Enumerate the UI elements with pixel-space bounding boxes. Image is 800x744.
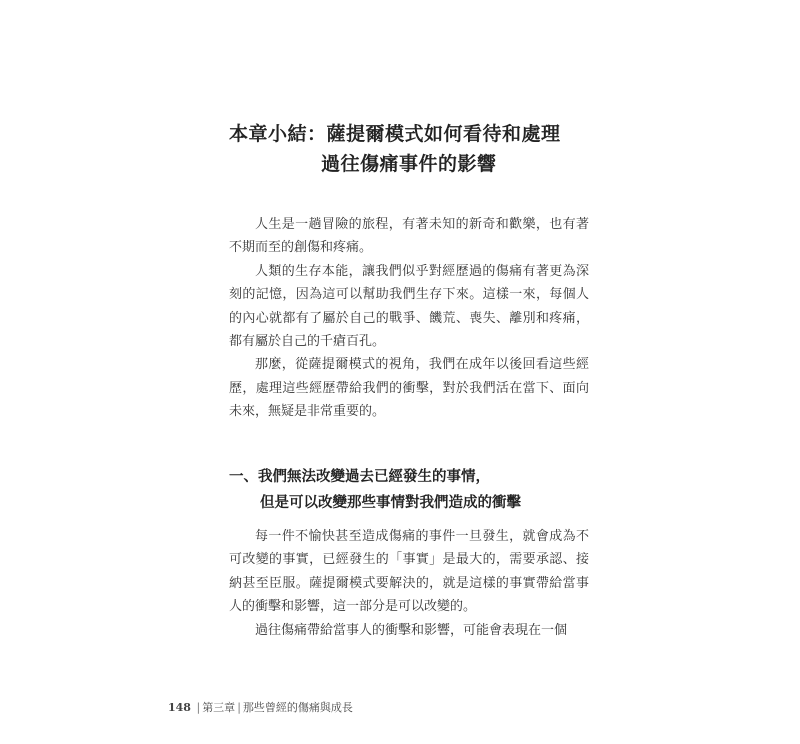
section-text-block: [229, 525, 589, 642]
section-heading-line2: 但是可以改變那些事情對我們造成的衝擊: [260, 494, 521, 511]
footer-chapter-title: 那些曾經的傷痛與成長: [242, 701, 353, 714]
footer-separator: |: [196, 701, 201, 714]
section-heading-line1: 一、我們無法改變過去已經發生的事情，: [229, 468, 490, 485]
page-footer: [168, 700, 353, 716]
page-number: 148: [168, 701, 191, 714]
footer-separator: |: [237, 701, 241, 714]
chapter-summary-title-line2: 過往傷痛事件的影響: [321, 153, 497, 175]
section-heading: [229, 464, 609, 516]
intro-paragraph: 那麼，從薩提爾模式的視角，我們在成年以後回看這些經歷，處理這些經歷帶給我們的衝擊，對於我們活在當下、面向未來，無疑是非常重要的。: [229, 357, 589, 420]
intro-paragraph: 人生是一趟冒險的旅程，有著未知的新奇和歡樂，也有著不期而至的創傷和疼痛。: [229, 217, 589, 256]
section-paragraph: 過往傷痛帶給當事人的衝擊和影響，可能會表現在一個: [255, 622, 568, 638]
intro-paragraph: 人類的生存本能，讓我們似乎對經歷過的傷痛有著更為深刻的記憶，因為這可以幫助我們生存下來。這樣一來，每個人的內心就都有了屬於自己的戰爭、饑荒、喪失、離別和疼痛，都有屬於自己的千瘡百孔。: [229, 263, 589, 350]
footer-chapter: 第三章: [202, 701, 236, 714]
chapter-summary-title-line1: 本章小結：薩提爾模式如何看待和處理: [229, 123, 561, 145]
intro-text-block: [229, 213, 589, 424]
chapter-summary-title: [229, 119, 629, 179]
section-paragraph: 每一件不愉快甚至造成傷痛的事件一旦發生，就會成為不可改變的事實，已經發生的「事實」是最大的，需要承認、接納甚至臣服。薩提爾模式要解決的，就是這樣的事實帶給當事人的衝擊和影響，這一部分是可以改變的。: [229, 529, 589, 615]
